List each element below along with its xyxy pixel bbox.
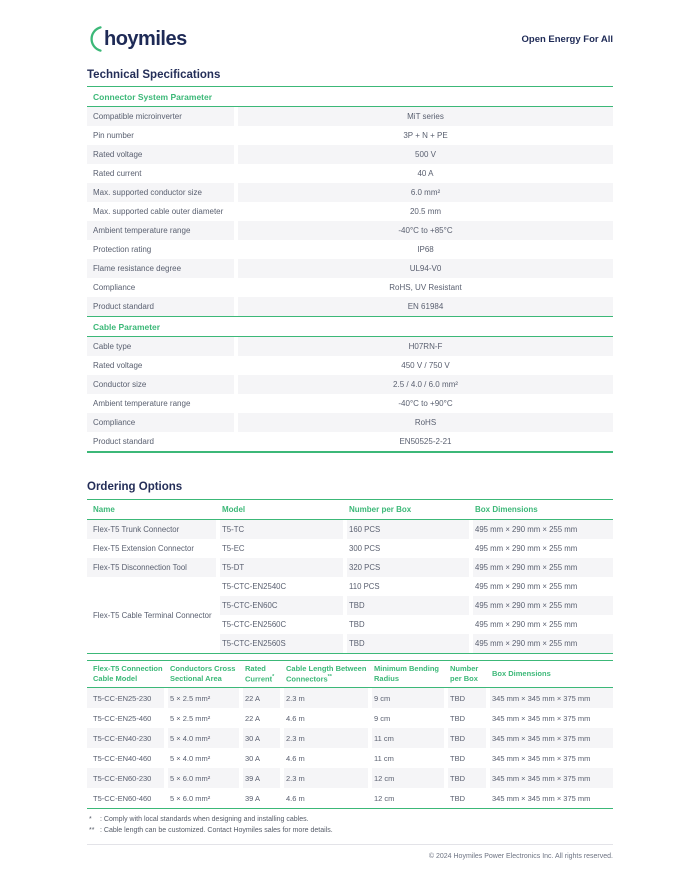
footnote <box>87 814 613 825</box>
footnote <box>87 825 613 836</box>
spec-value: EN50525-2-21 <box>399 437 452 446</box>
connector-section-title: Connector System Parameter <box>93 92 213 102</box>
spec-value: UL94-V0 <box>238 259 613 278</box>
cell-dims: 495 mm × 290 mm × 255 mm <box>473 634 613 653</box>
col-header-model: Model <box>222 505 246 514</box>
spec-row <box>87 202 613 221</box>
spec-value: MiT series <box>238 107 613 126</box>
cell-current: 39 A <box>243 788 284 808</box>
table-row <box>87 520 613 539</box>
spec-value: IP68 <box>417 245 434 254</box>
cell-model: T5-CC-EN25-460 <box>87 708 168 728</box>
cell-length: 4.6 m <box>284 788 372 808</box>
cell-dims: 345 mm × 345 mm × 375 mm <box>492 793 591 803</box>
col-header-radius: Minimum Bending Radius <box>374 664 439 683</box>
cell-name: Flex-T5 Trunk Connector <box>87 520 220 539</box>
footnote-text: : Comply with local standards when designing and installing cables. <box>100 816 309 823</box>
cell-model: T5-CC-EN60-230 <box>87 768 168 788</box>
cell-model: T5-EC <box>220 539 347 558</box>
table-row <box>220 596 613 615</box>
spec-value: 500 V <box>238 145 613 164</box>
spec-row <box>87 240 613 259</box>
cell-model: T5-CTC-EN60C <box>220 596 347 615</box>
spec-label: Compliance <box>93 283 136 292</box>
spec-label: Rated voltage <box>87 145 234 164</box>
cell-number: 110 PCS <box>347 577 473 596</box>
cell-length: 2.3 m <box>284 728 372 748</box>
cell-radius: 11 cm <box>372 728 448 748</box>
spec-row <box>87 432 613 451</box>
logo-wordmark: hoymiles <box>104 28 187 50</box>
cell-number: TBD <box>448 688 490 708</box>
connector-spec-table <box>87 107 613 316</box>
spec-label: Max. supported cable outer diameter <box>93 207 224 216</box>
page-header <box>87 24 613 54</box>
spec-label: Rated voltage <box>93 361 143 370</box>
cell-number: TBD <box>448 728 490 748</box>
cell-area: 5 × 6.0 mm² <box>168 788 243 808</box>
col-header-cable-model: Flex-T5 Connection Cable Model <box>93 664 163 683</box>
spec-row <box>87 375 613 394</box>
cell-number: TBD <box>448 768 490 788</box>
cell-number: 320 PCS <box>347 558 473 577</box>
connector-table-header <box>87 499 613 520</box>
cell-model: T5-CC-EN40-230 <box>87 728 168 748</box>
spec-label: Protection rating <box>93 245 152 254</box>
col-header-dims: Box Dimensions <box>492 669 551 679</box>
spec-row <box>87 413 613 432</box>
divider <box>87 451 613 453</box>
cell-dims: 345 mm × 345 mm × 375 mm <box>490 768 613 788</box>
table-row <box>87 558 613 577</box>
spec-row <box>87 164 613 183</box>
cell-radius: 9 cm <box>372 688 448 708</box>
spec-row <box>87 394 613 413</box>
spec-row <box>87 259 613 278</box>
cell-number: TBD <box>347 634 473 653</box>
cell-dims: 495 mm × 290 mm × 255 mm <box>475 544 578 553</box>
col-header-length: Cable Length Between Connectors** <box>286 664 367 684</box>
spec-label: Cable type <box>87 337 234 356</box>
spec-value: 6.0 mm² <box>238 183 613 202</box>
cell-radius: 12 cm <box>372 788 448 808</box>
footnote-text: : Cable length can be customized. Contact Hoymiles sales for more details. <box>100 827 333 834</box>
cell-radius: 11 cm <box>372 748 448 768</box>
footer-separator <box>87 844 613 845</box>
cell-current: 30 A <box>243 748 284 768</box>
cable-spec-table <box>87 337 613 451</box>
spec-row <box>87 183 613 202</box>
connector-order-table <box>87 520 613 653</box>
logo-arc-icon <box>87 25 102 53</box>
spec-label: Compliance <box>87 413 234 432</box>
cell-area: 5 × 6.0 mm² <box>168 768 243 788</box>
brand-tagline: Open Energy For All <box>521 33 613 45</box>
merged-sub-rows <box>220 577 613 653</box>
cell-number: 300 PCS <box>347 539 473 558</box>
footnotes <box>87 814 613 836</box>
col-header-current: Rated Current* <box>245 664 275 684</box>
table-row <box>220 577 613 596</box>
hoymiles-logo <box>87 25 187 53</box>
cell-model: T5-DT <box>220 558 347 577</box>
spec-label: Compatible microinverter <box>87 107 234 126</box>
spec-value: 450 V / 750 V <box>401 361 450 370</box>
spec-label: Product standard <box>93 437 154 446</box>
spec-row <box>87 278 613 297</box>
cell-model: T5-CTC-EN2560C <box>220 615 347 634</box>
divider <box>87 808 613 809</box>
cell-dims: 495 mm × 290 mm × 255 mm <box>473 558 613 577</box>
spec-value: EN 61984 <box>238 297 613 316</box>
col-header-number: Number per Box <box>349 505 412 514</box>
cell-dims: 345 mm × 345 mm × 375 mm <box>490 728 613 748</box>
spec-value: 40 A <box>417 169 434 178</box>
footnote-marker: ** <box>89 827 95 834</box>
cell-current: 22 A <box>243 688 284 708</box>
cell-radius: 9 cm <box>372 708 448 728</box>
table-row <box>87 728 613 748</box>
spec-label: Product standard <box>87 297 234 316</box>
cell-area: 5 × 4.0 mm² <box>168 748 243 768</box>
merged-row-group <box>87 577 613 653</box>
cell-dims: 495 mm × 290 mm × 255 mm <box>473 596 613 615</box>
table-row <box>87 688 613 708</box>
divider <box>87 653 613 654</box>
spec-value: 20.5 mm <box>409 207 442 216</box>
col-header-number: Number per Box <box>450 664 479 683</box>
cell-area: 5 × 2.5 mm² <box>168 688 243 708</box>
table-row <box>87 768 613 788</box>
cell-number: TBD <box>347 596 473 615</box>
table-row <box>87 748 613 768</box>
cell-number: TBD <box>448 748 490 768</box>
cell-length: 2.3 m <box>284 688 372 708</box>
spec-value: H07RN-F <box>238 337 613 356</box>
cell-model: T5-CC-EN25-230 <box>87 688 168 708</box>
cell-length: 2.3 m <box>284 768 372 788</box>
spec-row <box>87 221 613 240</box>
cell-dims: 495 mm × 290 mm × 255 mm <box>475 620 578 629</box>
cell-number: 160 PCS <box>347 520 473 539</box>
cell-current: 39 A <box>243 768 284 788</box>
spec-value: RoHS <box>238 413 613 432</box>
cell-dims: 495 mm × 290 mm × 255 mm <box>475 582 578 591</box>
cell-number: TBD <box>347 615 473 634</box>
spec-label: Max. supported conductor size <box>87 183 234 202</box>
cell-name: Flex-T5 Extension Connector <box>87 539 220 558</box>
cable-section-title: Cable Parameter <box>93 322 161 332</box>
cell-current: 30 A <box>243 728 284 748</box>
spec-label: Flame resistance degree <box>87 259 234 278</box>
cell-length: 4.6 m <box>284 748 372 768</box>
spec-label: Ambient temperature range <box>87 221 234 240</box>
cell-model: T5-CC-EN60-460 <box>87 788 168 808</box>
spec-row <box>87 297 613 316</box>
copyright-text: © 2024 Hoymiles Power Electronics Inc. All rights reserved. <box>428 853 613 860</box>
table-row <box>87 708 613 728</box>
table-row <box>220 634 613 653</box>
cell-model: T5-CC-EN40-460 <box>87 748 168 768</box>
cell-current: 22 A <box>243 708 284 728</box>
table-row <box>87 539 613 558</box>
spec-row <box>87 356 613 375</box>
spec-label: Ambient temperature range <box>93 399 191 408</box>
cell-merged-name: Flex-T5 Cable Terminal Connector <box>87 577 220 653</box>
spec-row <box>87 145 613 164</box>
cell-area: 5 × 2.5 mm² <box>168 708 243 728</box>
cell-model: T5-CTC-EN2560S <box>220 634 347 653</box>
cell-area: 5 × 4.0 mm² <box>168 728 243 748</box>
ordering-title: Ordering Options <box>87 481 183 493</box>
cell-name: Flex-T5 Disconnection Tool <box>87 558 220 577</box>
cell-dims: 345 mm × 345 mm × 375 mm <box>492 713 591 723</box>
cell-dims: 345 mm × 345 mm × 375 mm <box>492 753 591 763</box>
spec-value: -40°C to +85°C <box>238 221 613 240</box>
table-row <box>87 788 613 808</box>
cable-table-header <box>87 660 613 688</box>
col-header-name: Name <box>93 505 115 514</box>
spec-label: Rated current <box>93 169 142 178</box>
spec-value: RoHS, UV Resistant <box>389 283 462 292</box>
cable-order-table <box>87 660 613 809</box>
tech-specs-title: Technical Specifications <box>87 69 221 81</box>
cell-radius: 12 cm <box>372 768 448 788</box>
table-row <box>220 615 613 634</box>
cell-model: T5-CTC-EN2540C <box>220 577 347 596</box>
cell-number: TBD <box>448 708 490 728</box>
spec-label: Conductor size <box>87 375 234 394</box>
cell-dims: 345 mm × 345 mm × 375 mm <box>490 688 613 708</box>
spec-label: Pin number <box>93 131 134 140</box>
col-header-dims: Box Dimensions <box>475 505 538 514</box>
footnote-marker: * <box>89 816 92 823</box>
spec-row <box>87 107 613 126</box>
cell-model: T5-TC <box>220 520 347 539</box>
cell-number: TBD <box>448 788 490 808</box>
spec-value: 2.5 / 4.0 / 6.0 mm² <box>238 375 613 394</box>
spec-row <box>87 126 613 145</box>
spec-value: 3P + N + PE <box>403 131 448 140</box>
cell-dims: 495 mm × 290 mm × 255 mm <box>473 520 613 539</box>
col-header-area: Conductors Cross Sectional Area <box>170 664 236 683</box>
cell-length: 4.6 m <box>284 708 372 728</box>
spec-row <box>87 337 613 356</box>
spec-value: -40°C to +90°C <box>398 399 453 408</box>
